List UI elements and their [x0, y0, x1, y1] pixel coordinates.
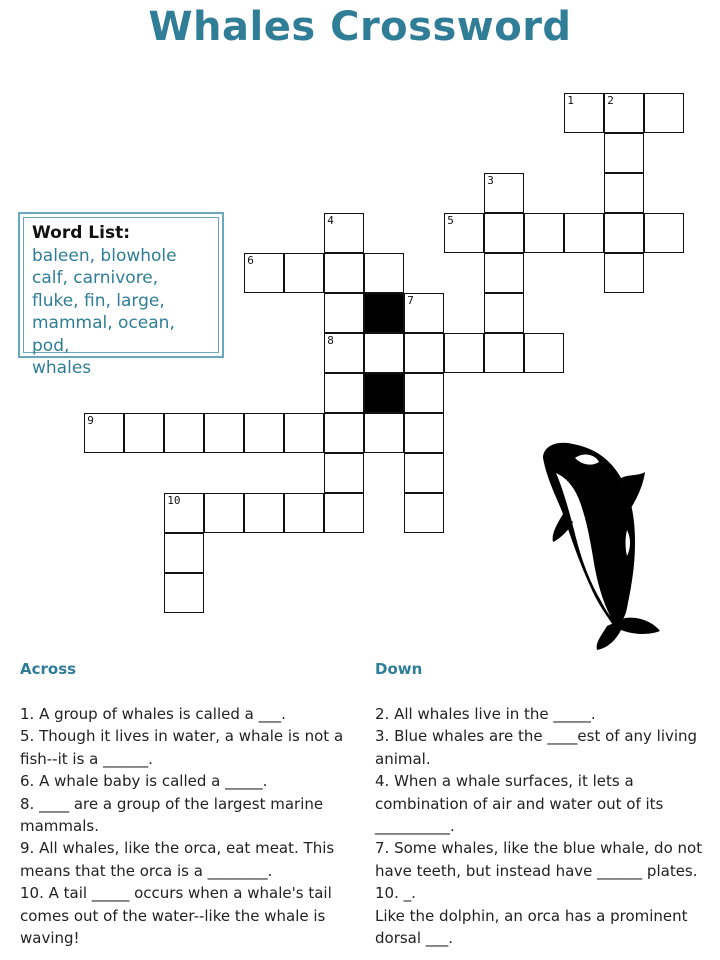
- grid-cell[interactable]: [324, 293, 364, 333]
- down-clue-list: [375, 703, 710, 949]
- clue-across-5: 5. Though it lives in water, a whale is not a fish--it is a ______.: [20, 727, 344, 768]
- grid-cell[interactable]: [364, 413, 404, 453]
- grid-cell[interactable]: [324, 333, 364, 373]
- clue-number: 9: [87, 414, 94, 428]
- grid-cell[interactable]: [644, 213, 684, 253]
- grid-cell[interactable]: [324, 453, 364, 493]
- grid-cell[interactable]: [204, 413, 244, 453]
- clue-across-8: 8. ____ are a group of the largest marine mammals.: [20, 794, 324, 836]
- down-heading: Down: [375, 660, 423, 678]
- grid-cell[interactable]: [404, 413, 444, 453]
- grid-cell[interactable]: [164, 573, 204, 613]
- clue-across-6: 6. A whale baby is called a _____.: [20, 772, 268, 791]
- clue-across-9: 9. All whales, like the orca, eat meat. This means that the orca is a ________.: [20, 839, 335, 880]
- grid-cell[interactable]: [364, 253, 404, 293]
- clue-down-2: 2. All whales live in the _____.: [375, 705, 596, 723]
- grid-cell[interactable]: [484, 333, 524, 373]
- grid-cell[interactable]: [244, 253, 284, 293]
- clue-number: 8: [327, 334, 334, 348]
- clue-number: 10: [167, 494, 181, 508]
- clue-number: 6: [247, 254, 254, 268]
- grid-cell[interactable]: [324, 253, 364, 293]
- grid-cell[interactable]: [604, 133, 644, 173]
- grid-cell[interactable]: [444, 213, 484, 253]
- grid-cell[interactable]: [284, 413, 324, 453]
- grid-cell[interactable]: [284, 253, 324, 293]
- grid-cell[interactable]: [84, 413, 124, 453]
- grid-cell[interactable]: [404, 373, 444, 413]
- clue-down-4: 4. When a whale surfaces, it lets a combination of air and water out of its __________.: [375, 772, 664, 836]
- word-list-line: whales: [32, 358, 92, 378]
- clue-number: 3: [487, 174, 494, 188]
- grid-cell[interactable]: [564, 213, 604, 253]
- clue-down-10: 10. _.: [375, 884, 416, 903]
- clue-number: 2: [607, 94, 614, 108]
- grid-cell[interactable]: [444, 333, 484, 373]
- grid-cell[interactable]: [284, 493, 324, 533]
- grid-cell[interactable]: [604, 253, 644, 293]
- grid-cell[interactable]: [524, 333, 564, 373]
- grid-cell[interactable]: [324, 213, 364, 253]
- grid-cell[interactable]: [124, 413, 164, 453]
- grid-cell[interactable]: [604, 93, 644, 133]
- grid-cell[interactable]: [604, 173, 644, 213]
- grid-cell[interactable]: [404, 453, 444, 493]
- grid-cell[interactable]: [404, 333, 444, 373]
- page-title: Whales Crossword: [148, 4, 572, 50]
- grid-cell-blocked: [364, 293, 404, 333]
- clue-across-1: 1. A group of whales is called a ___.: [20, 705, 286, 723]
- clue-across-10: 10. A tail _____ occurs when a whale's tail comes out of the water--like the whale is waving!: [20, 884, 332, 948]
- grid-cell[interactable]: [164, 533, 204, 573]
- orca-illustration: [535, 438, 665, 653]
- grid-cell-blocked: [364, 373, 404, 413]
- clue-number: 1: [567, 94, 574, 108]
- across-heading: Across: [20, 660, 77, 678]
- grid-cell[interactable]: [484, 253, 524, 293]
- grid-cell[interactable]: [324, 493, 364, 533]
- clue-down-extra: Like the dolphin, an orca has a prominent dorsal ___.: [375, 906, 688, 948]
- clue-number: 5: [447, 214, 454, 228]
- grid-cell[interactable]: [564, 93, 604, 133]
- clue-down-3: 3. Blue whales are the ____est of any living animal.: [375, 727, 698, 768]
- grid-cell[interactable]: [484, 173, 524, 213]
- clue-number: 4: [327, 214, 334, 228]
- grid-cell[interactable]: [364, 333, 404, 373]
- grid-cell[interactable]: [324, 413, 364, 453]
- grid-cell[interactable]: [404, 293, 444, 333]
- grid-cell[interactable]: [484, 213, 524, 253]
- grid-cell[interactable]: [604, 213, 644, 253]
- grid-cell[interactable]: [204, 493, 244, 533]
- grid-cell[interactable]: [524, 213, 564, 253]
- across-clue-list: [20, 703, 350, 949]
- grid-cell[interactable]: [484, 293, 524, 333]
- word-list-line: baleen, blowhole: [32, 245, 177, 266]
- grid-cell[interactable]: [644, 93, 684, 133]
- grid-cell[interactable]: [244, 493, 284, 533]
- grid-cell[interactable]: [164, 413, 204, 453]
- clue-down-7: 7. Some whales, like the blue whale, do not have teeth, but instead have ______ plates.: [375, 839, 703, 880]
- word-list-line: mammal, ocean, pod,: [32, 313, 175, 356]
- word-list-line: calf, carnivore,: [32, 268, 159, 288]
- grid-cell[interactable]: [164, 493, 204, 533]
- word-list-heading: Word List:: [32, 223, 130, 243]
- grid-cell[interactable]: [404, 493, 444, 533]
- clue-number: 7: [407, 294, 414, 308]
- grid-cell[interactable]: [244, 413, 284, 453]
- word-list-line: fluke, fin, large,: [32, 290, 165, 311]
- grid-cell[interactable]: [324, 373, 364, 413]
